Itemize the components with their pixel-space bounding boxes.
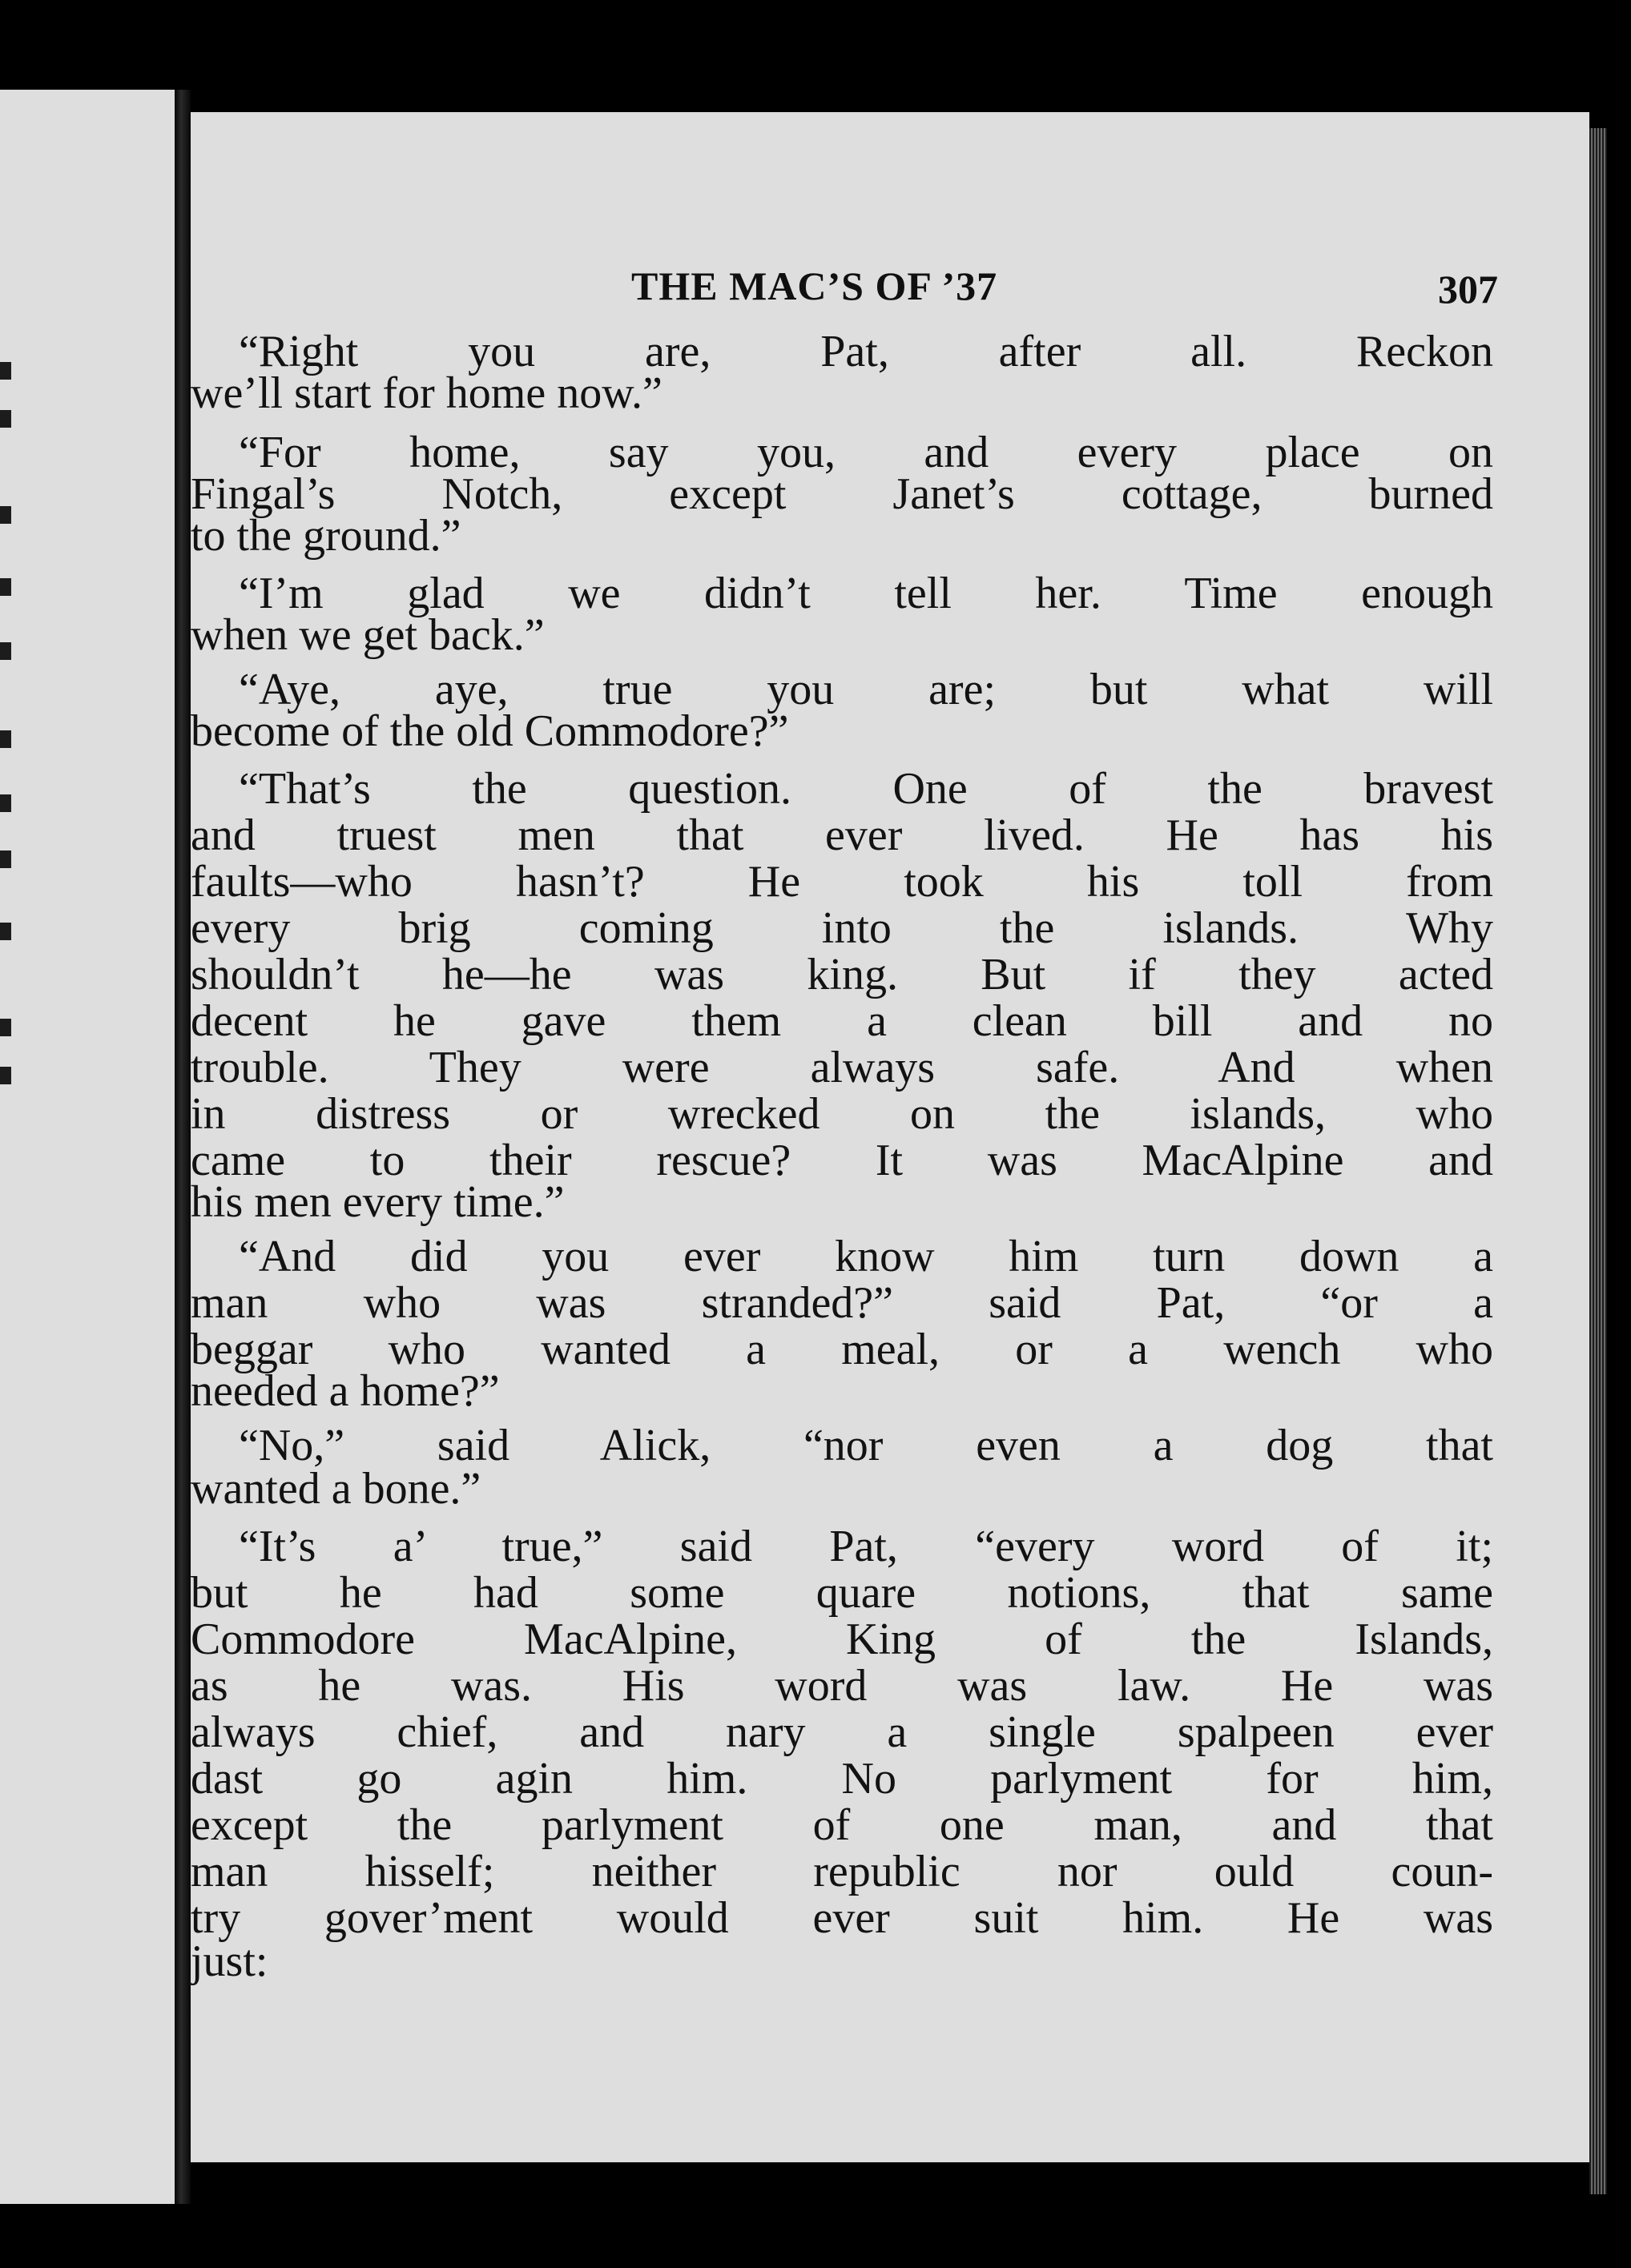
text-line: try gover’ment would ever suit him. He was <box>191 1893 1493 1943</box>
text-line: man hisself; neither republic nor ould coun- <box>191 1847 1493 1896</box>
text-line: “That’s the question. One of the bravest <box>239 764 1493 814</box>
text-line: just: <box>191 1936 268 1986</box>
text-line: beggar who wanted a meal, or a wench who <box>191 1325 1493 1374</box>
text-line: become of the old Commodore?” <box>191 706 789 756</box>
text-fragment <box>0 1019 11 1036</box>
text-line: “No,” said Alick, “nor even a dog that <box>239 1421 1493 1470</box>
text-line: “I’m glad we didn’t tell her. Time enough <box>239 569 1493 618</box>
text-line: always chief, and nary a single spalpeen ever <box>191 1707 1493 1757</box>
text-fragment <box>0 1067 11 1084</box>
text-fragment <box>0 578 11 596</box>
text-fragment <box>0 362 11 380</box>
text-line: and truest men that ever lived. He has his <box>191 810 1493 860</box>
running-title: THE MAC’S OF ’37 <box>631 263 998 308</box>
text-line: as he was. His word was law. He was <box>191 1661 1493 1711</box>
previous-page-edge <box>0 90 175 2204</box>
text-line: his men every time.” <box>191 1177 565 1227</box>
text-line: every brig coming into the islands. Why <box>191 903 1493 953</box>
book-page <box>191 112 1589 2162</box>
text-line: “Right you are, Pat, after all. Reckon <box>239 327 1493 376</box>
text-line: except the parlyment of one man, and that <box>191 1800 1493 1850</box>
text-fragment <box>0 730 11 748</box>
text-line: faults—who hasn’t? He took his toll from <box>191 857 1493 907</box>
text-line: to the ground.” <box>191 511 461 561</box>
text-line: in distress or wrecked on the islands, who <box>191 1089 1493 1139</box>
page-header <box>191 263 1589 319</box>
text-line: but he had some quare notions, that same <box>191 1568 1493 1618</box>
page-number: 307 <box>1438 267 1498 312</box>
text-line: man who was stranded?” said Pat, “or a <box>191 1278 1493 1328</box>
text-fragment <box>0 794 11 812</box>
text-line: “It’s a’ true,” said Pat, “every word of it; <box>239 1522 1493 1571</box>
text-line: “For home, say you, and every place on <box>239 428 1493 477</box>
text-line: Fingal’s Notch, except Janet’s cottage, burned <box>191 469 1493 519</box>
text-fragment <box>0 850 11 868</box>
text-line: we’ll start for home now.” <box>191 368 662 418</box>
text-line: “Aye, aye, true you are; but what will <box>239 665 1493 714</box>
text-line: trouble. They were always safe. And when <box>191 1043 1493 1092</box>
text-line: wanted a bone.” <box>191 1464 481 1514</box>
text-fragment <box>0 642 11 660</box>
text-line: needed a home?” <box>191 1366 500 1416</box>
book-gutter <box>175 90 191 2204</box>
page-stack-edge <box>1589 128 1607 2194</box>
text-line: came to their rescue? It was MacAlpine and <box>191 1136 1493 1185</box>
text-line: dast go agin him. No parlyment for him, <box>191 1754 1493 1804</box>
text-line: shouldn’t he—he was king. But if they acted <box>191 950 1493 999</box>
text-fragment <box>0 410 11 428</box>
text-fragment <box>0 506 11 524</box>
text-fragment <box>0 923 11 940</box>
text-line: decent he gave them a clean bill and no <box>191 996 1493 1046</box>
text-line: “And did you ever know him turn down a <box>239 1232 1493 1281</box>
text-line: Commodore MacAlpine, King of the Islands, <box>191 1615 1493 1664</box>
text-line: when we get back.” <box>191 610 545 660</box>
